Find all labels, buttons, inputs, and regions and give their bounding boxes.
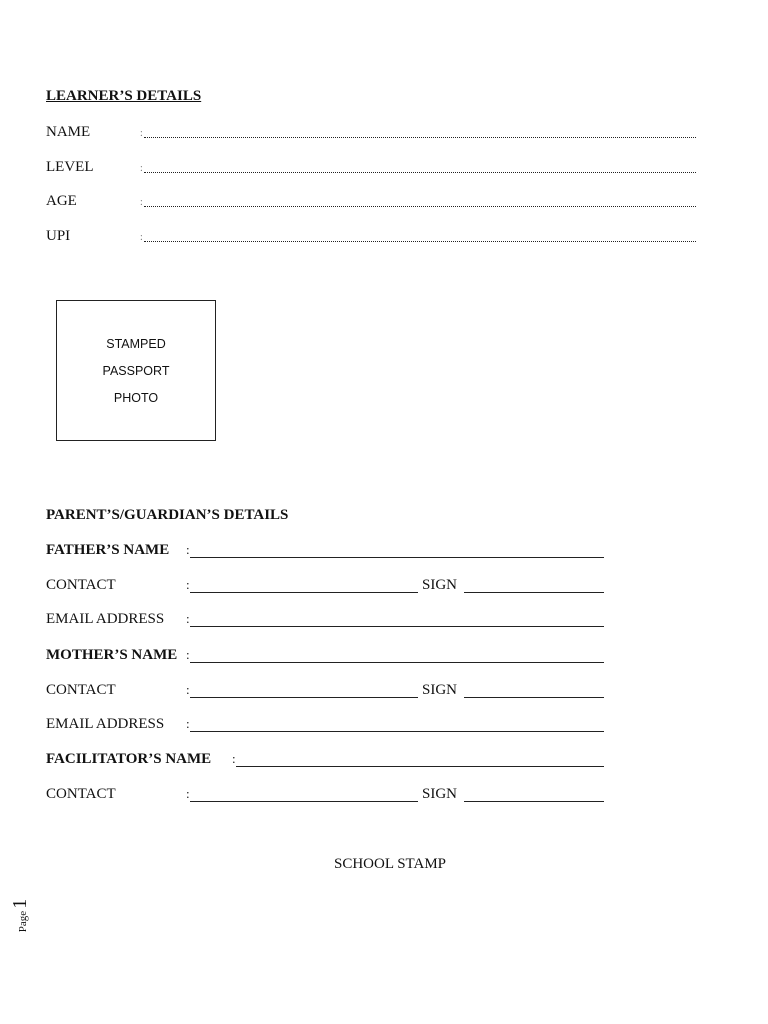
father-contact-label: CONTACT <box>46 577 116 593</box>
parent-details-heading: PARENT’S/GUARDIAN’S DETAILS <box>46 507 289 523</box>
facilitators-name-row <box>46 751 606 771</box>
learner-name-row <box>46 124 696 144</box>
learner-age-row <box>46 193 696 213</box>
field-colon: : <box>186 716 190 731</box>
mother-email-row <box>46 716 606 736</box>
facilitator-sign-label: SIGN <box>422 786 458 802</box>
learner-details-heading: LEARNER’S DETAILS <box>46 88 202 104</box>
learner-level-field[interactable] <box>144 172 696 173</box>
learner-level-label: LEVEL <box>46 159 94 175</box>
father-contact-field[interactable] <box>190 592 418 593</box>
learner-upi-row <box>46 228 696 248</box>
facilitator-contact-row <box>46 786 606 806</box>
father-email-row <box>46 611 606 631</box>
mother-contact-field[interactable] <box>190 697 418 698</box>
mother-sign-label: SIGN <box>422 682 458 698</box>
fathers-name-row <box>46 542 606 562</box>
field-colon: : <box>186 647 190 662</box>
passport-photo-box <box>56 300 216 441</box>
mother-contact-row <box>46 682 606 702</box>
mothers-name-row <box>46 647 606 667</box>
learner-name-label: NAME <box>46 124 91 140</box>
mother-sign-field[interactable] <box>464 697 604 698</box>
photo-line-photo: PHOTO <box>113 391 159 405</box>
learner-age-label: AGE <box>46 193 77 209</box>
learner-level-row <box>46 159 696 179</box>
field-colon: : <box>140 197 143 208</box>
facilitators-name-label: FACILITATOR’S NAME <box>46 751 212 767</box>
facilitators-name-field[interactable] <box>236 766 604 767</box>
mother-contact-label: CONTACT <box>46 682 116 698</box>
field-colon: : <box>186 682 190 697</box>
father-contact-row <box>46 577 606 597</box>
learner-name-field[interactable] <box>144 137 696 138</box>
mother-email-label: EMAIL ADDRESS <box>46 716 165 732</box>
facilitator-sign-field[interactable] <box>464 801 604 802</box>
learner-age-field[interactable] <box>144 206 696 207</box>
father-email-field[interactable] <box>190 626 604 627</box>
fathers-name-field[interactable] <box>190 557 604 558</box>
field-colon: : <box>232 751 236 766</box>
field-colon: : <box>140 128 143 139</box>
field-colon: : <box>186 786 190 801</box>
photo-line-stamped: STAMPED <box>106 337 166 351</box>
mothers-name-field[interactable] <box>190 662 604 663</box>
field-colon: : <box>140 232 143 243</box>
father-email-label: EMAIL ADDRESS <box>46 611 165 627</box>
facilitator-contact-field[interactable] <box>190 801 418 802</box>
fathers-name-label: FATHER’S NAME <box>46 542 170 558</box>
mother-email-field[interactable] <box>190 731 604 732</box>
learner-upi-label: UPI <box>46 228 71 244</box>
facilitator-contact-label: CONTACT <box>46 786 116 802</box>
photo-line-passport: PASSPORT <box>102 364 170 378</box>
field-colon: : <box>140 163 143 174</box>
page-number: 1 <box>9 898 32 909</box>
field-colon: : <box>186 611 190 626</box>
mothers-name-label: MOTHER’S NAME <box>46 647 178 663</box>
father-sign-label: SIGN <box>422 577 458 593</box>
field-colon: : <box>186 577 190 592</box>
field-colon: : <box>186 542 190 557</box>
page-number-footer <box>9 892 40 936</box>
learner-upi-field[interactable] <box>144 241 696 242</box>
school-stamp-label: SCHOOL STAMP <box>334 856 447 872</box>
father-sign-field[interactable] <box>464 592 604 593</box>
page-word: Page <box>17 910 30 933</box>
